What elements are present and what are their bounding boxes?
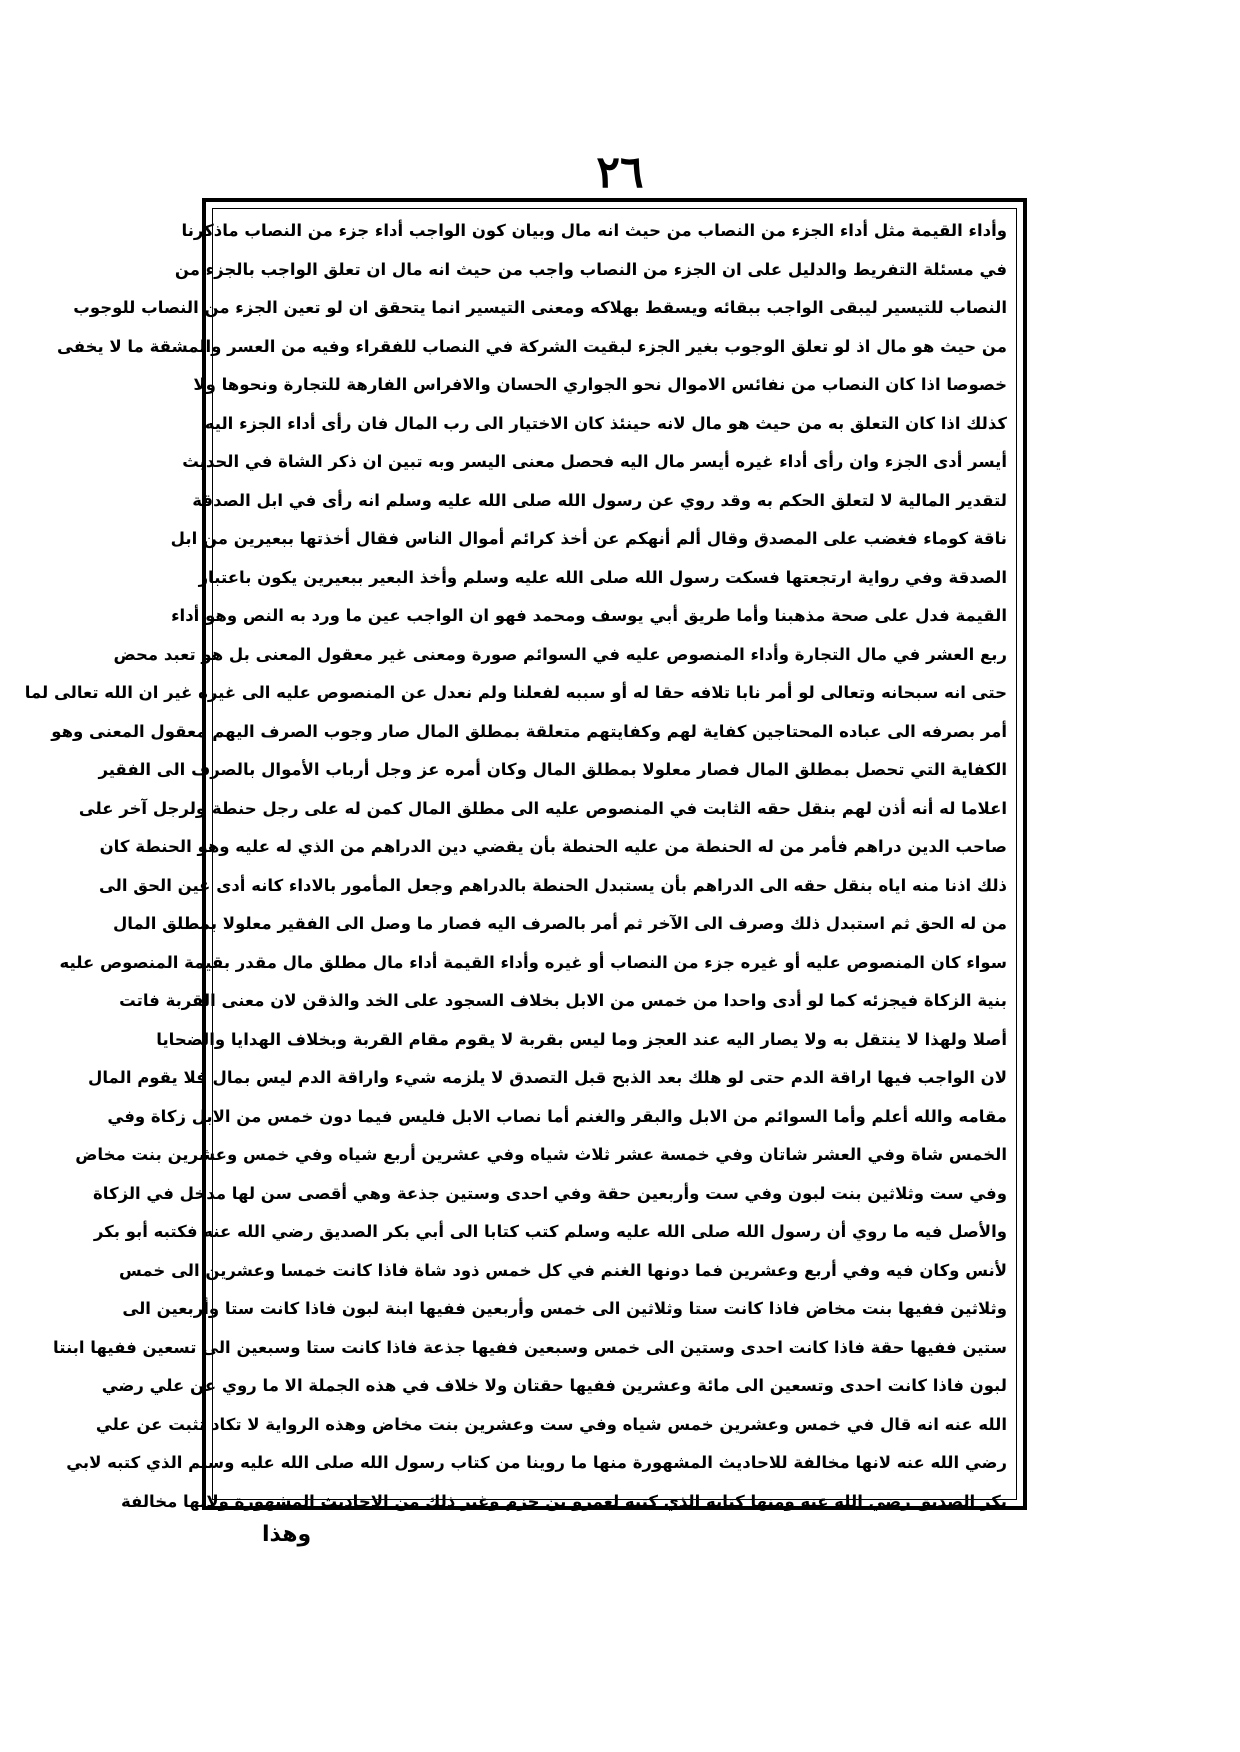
text-line: كذلك اذا كان التعلق به من حيث هو مال لانه حينئذ كان الاختيار الى رب المال فان رأى أداء الجزء اليه: [204, 413, 1007, 433]
text-line: الصدقة وفي رواية ارتجعتها فسكت رسول الله صلى الله عليه وسلم وأخذ البعير ببعيرين يكون باعتبار: [198, 567, 1007, 587]
text-line: في مسئلة التفريط والدليل على ان الجزء من النصاب واجب من حيث انه مال ان تعلق الواجب بالجزء من: [174, 259, 1007, 279]
text-line: سواء كان المنصوص عليه أو غيره جزء من النصاب أو غيره وأداء القيمة أداء مال مطلق مال مقدر بقيمة المنصوص عليه: [59, 952, 1007, 972]
text-line: الله عنه انه قال في خمس وعشرين خمس شياه وفي ست وعشرين بنت مخاض وهذه الرواية لا تكاد تثبت عن علي: [95, 1414, 1007, 1434]
text-line: بنية الزكاة فيجزئه كما لو أدى واحدا من خمس من الابل بخلاف السجود على الخد والذقن لان معنى القربة فاتت: [119, 991, 1007, 1010]
text-line: والأصل فيه ما روي أن رسول الله صلى الله عليه وسلم كتب كتابا الى أبي بكر الصديق رضي الله عنه فكتبه أبو بكر: [93, 1222, 1007, 1241]
text-line: أصلا ولهذا لا ينتقل به ولا يصار اليه عند العجز وما ليس بقربة لا يقوم مقام القربة وبخلاف الهدايا والضحايا: [156, 1029, 1007, 1049]
text-line: لان الواجب فيها اراقة الدم حتى لو هلك بعد الذبح قبل التصدق لا يلزمه شيء واراقة الدم ليس بمال فلا يقوم المال: [88, 1068, 1007, 1087]
text-line: وأداء القيمة مثل أداء الجزء من النصاب من حيث انه مال وبيان كون الواجب أداء جزء من النصاب ماذكرنا: [181, 221, 1007, 240]
text-line: من له الحق ثم استبدل ذلك وصرف الى الآخر ثم أمر بالصرف اليه فصار ما وصل الى الفقير معلولا بمطلق المال: [112, 914, 1007, 933]
text-line: بكر الصديق رضي الله عنه ومنها كتابه الذي كتبه لعمرو بن حزم وغير ذلك من الاحاديث المشهورة ولانها مخالفة: [120, 1491, 1007, 1511]
text-line: لبون فاذا كانت احدى وتسعين الى مائة وعشرين ففيها حقتان ولا خلاف في هذه الجملة الا ما روي عن علي رضي: [101, 1376, 1007, 1395]
text-line: النصاب للتيسير ليبقى الواجب ببقائه ويسقط بهلاكه ومعنى التيسير انما يتحقق ان لو تعين الجزء من النصاب للوجوب: [73, 298, 1007, 317]
text-line: رضي الله عنه لانها مخالفة للاحاديث المشهورة منها ما روينا من كتاب رسول الله صلى الله عليه وسلم الذي كتبه لابي: [66, 1453, 1007, 1472]
page-number: ٢٦: [596, 147, 644, 198]
text-line: مقامه والله أعلم وأما السوائم من الابل والبقر والغنم أما نصاب الابل فليس فيما دون خمس من الابل زكاة وفي: [107, 1106, 1007, 1126]
text-line: الخمس شاة وفي العشر شاتان وفي خمسة عشر ثلاث شياه وفي عشرين أربع شياه وفي خمس وعشرين بنت مخاض: [75, 1145, 1007, 1164]
text-line: اعلاما له أنه أذن لهم بنقل حقه الثابت في المنصوص عليه الى مطلق المال كمن له على رجل حنطة ولرجل آخر على: [78, 798, 1007, 818]
text-line: القيمة فدل على صحة مذهبنا وأما طريق أبي يوسف ومحمد فهو ان الواجب عين ما ورد به النص وهو أداء: [171, 606, 1007, 625]
text-body: [24, 212, 1007, 1511]
text-line: أيسر أدى الجزء وان رأى أداء غيره أيسر مال اليه فحصل معنى اليسر وبه تبين ان ذكر الشاة في الحديث: [182, 452, 1007, 471]
text-line: حتى انه سبحانه وتعالى لو أمر نابا تلافه حقا له أو سببه لفعلنا ولم نعدل عن المنصوص عليه الى غيره غير ان الله تعالى لما: [24, 683, 1007, 702]
text-line: الكفاية التي تحصل بمطلق المال فصار معلولا بمطلق المال وكان أمره عز وجل أرباب الأموال بالصرف الى الفقير: [98, 760, 1007, 779]
text-line: لأنس وكان فيه وفي أربع وعشرين فما دونها الغنم في كل خمس ذود شاة فاذا كانت خمسا وعشرين الى خمس: [119, 1260, 1007, 1280]
text-line: ذلك اذنا منه اياه بنقل حقه الى الدراهم بأن يستبدل الحنطة بالدراهم وجعل المأمور بالاداء كانه أدى عين الحق الى: [98, 875, 1007, 895]
catchword: وهذا: [262, 1522, 312, 1547]
text-line: من حيث هو مال اذ لو تعلق الوجوب بغير الجزء لبقيت الشركة في النصاب للفقراء وفيه من العسر والمشقة ما لا يخفى: [57, 336, 1007, 356]
text-line: وثلاثين ففيها بنت مخاض فاذا كانت ستا وثلاثين الى خمس وأربعين ففيها ابنة لبون فاذا كانت ستا وأربعين الى: [122, 1299, 1007, 1318]
text-line: خصوصا اذا كان النصاب من نفائس الاموال نحو الجواري الحسان والافراس الفارهة للتجارة ونحوها ولا: [193, 375, 1007, 394]
text-line: ربع العشر في مال التجارة وأداء المنصوص عليه في السوائم صورة ومعنى غير معقول المعنى بل هو تعبد محض: [113, 644, 1007, 664]
text-line: وفي ست وثلاثين بنت لبون وفي ست وأربعين حقة وفي احدى وستين جذعة وهي أقصى سن لها مدخل في الزكاة: [93, 1183, 1007, 1203]
text-line: ناقة كوماء فغضب على المصدق وقال ألم أنهكم عن أخذ كرائم أموال الناس فقال أخذتها ببعيرين من ابل: [170, 529, 1007, 548]
text-line: أمر بصرفه الى عباده المحتاجين كفاية لهم وكفايتهم متعلقة بمطلق المال صار وجوب الصرف اليهم معقول المعنى وهو: [51, 721, 1007, 741]
text-line: صاحب الدين دراهم فأمر من له الحنطة من عليه الحنطة بأن يقضي دين الدراهم من الذي له عليه وهو الحنطة كان: [99, 837, 1007, 856]
text-line: لتقدير المالية لا لتعلق الحكم به وقد روي عن رسول الله صلى الله عليه وسلم انه رأى في ابل الصدقة: [192, 490, 1007, 510]
text-line: ستين ففيها حقة فاذا كانت احدى وستين الى خمس وسبعين ففيها جذعة فاذا كانت ستا وسبعين الى تسعين ففيها ابنتا: [53, 1337, 1007, 1357]
